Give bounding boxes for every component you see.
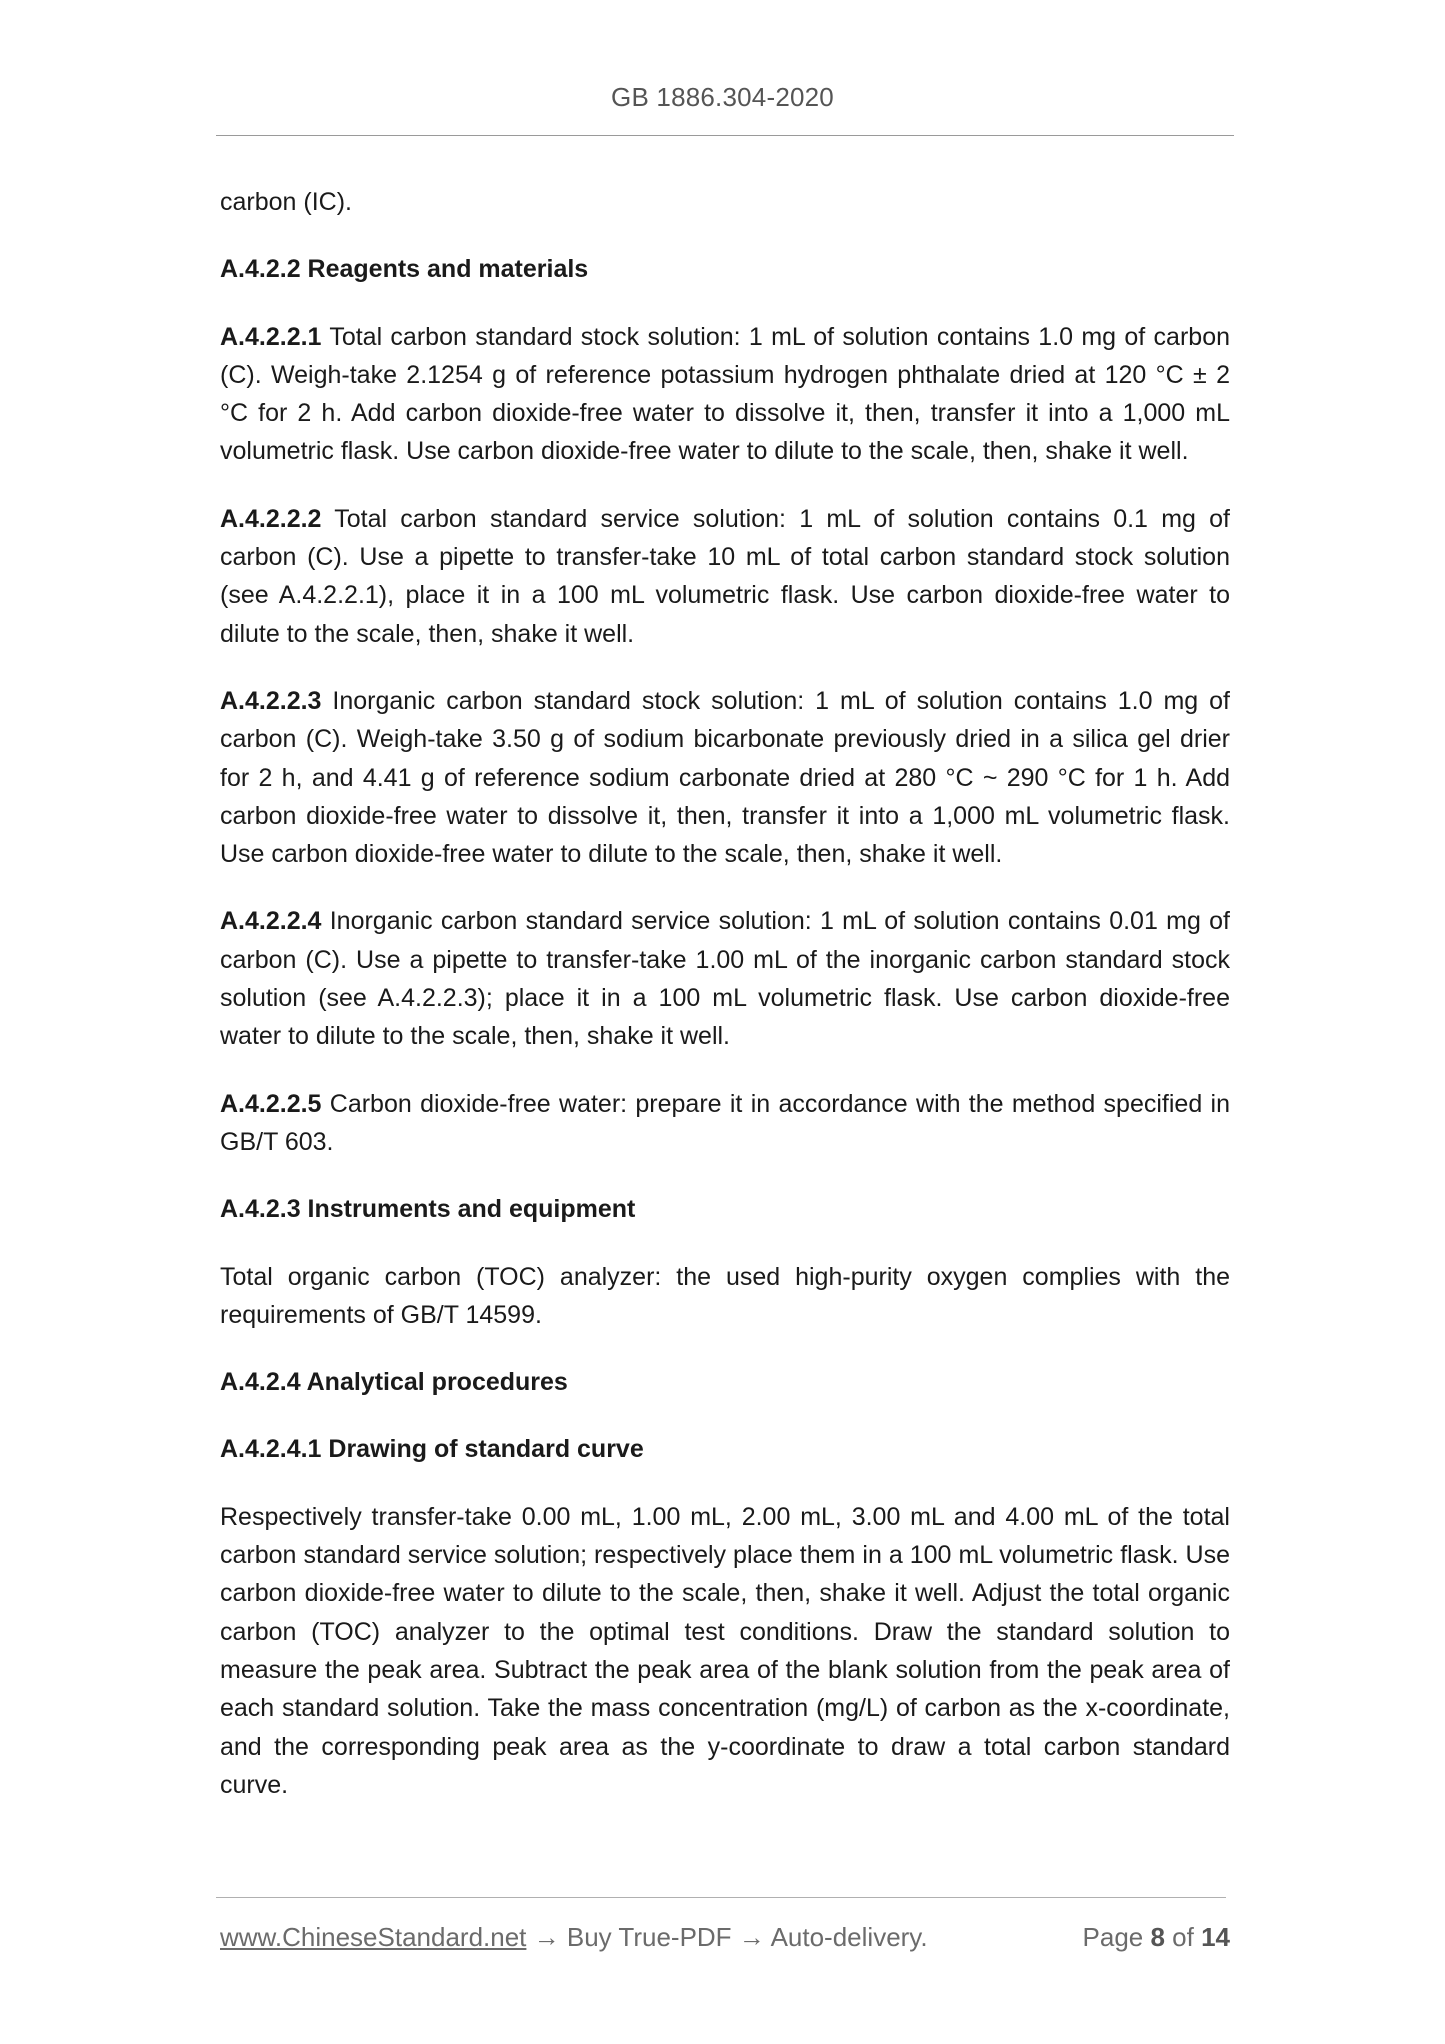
procedure-paragraph: Respectively transfer-take 0.00 mL, 1.00 mL, 2.00 mL, 3.00 mL and 4.00 mL of the total carbon standard service solution; respectively place them in a 100 mL volumetric flask. Use carbon dioxide-free water to dilute to the scale, then, shake it well. Adjust the total organic carbon (TOC) analyzer to the optimal test conditions. Draw the standard solution to measure the peak area. Subtract the peak area of the blank solution from the peak area of each standard solution. Take the mass concentration (mg/L) of carbon as the x-coordinate, and the corresponding peak area as the y-coordinate to draw a total carbon standard curve.	[220, 1502, 1230, 1799]
current-page-number: 8	[1150, 1922, 1165, 1952]
clause-number: A.4.2.2.5	[220, 1089, 322, 1118]
clause-text: Carbon dioxide-free water: prepare it in accordance with the method specified in GB/T 603.	[220, 1089, 1230, 1156]
footer-promo	[220, 1922, 928, 1953]
clause-a42225	[220, 1085, 1230, 1162]
clause-number: A.4.2.2.4	[220, 907, 322, 936]
page-of-label: of	[1164, 1922, 1202, 1952]
section-heading-a42241: A.4.2.4.1 Drawing of standard curve	[220, 1435, 644, 1464]
footer-promo-text: → Buy True-PDF → Auto-delivery.	[526, 1922, 928, 1952]
clause-a42224	[220, 902, 1230, 1055]
clause-a42221	[220, 318, 1230, 471]
page-label: Page	[1082, 1922, 1151, 1952]
page-header-title: GB 1886.304-2020	[611, 82, 834, 112]
clause-number: A.4.2.2.2	[220, 504, 322, 533]
total-page-count: 14	[1201, 1922, 1230, 1952]
footer-divider	[216, 1897, 1226, 1898]
continuation-text: carbon (IC).	[220, 188, 352, 216]
clause-a42222	[220, 500, 1230, 653]
clause-text: Total carbon standard stock solution: 1 mL of solution contains 1.0 mg of carbon (C). Weigh-take 2.1254 g of reference potassium hydrogen phthalate dried at 120 °C ± 2 °C for 2 h. Add carbon dioxide-free water to dissolve it, then, transfer it into a 1,000 mL volumetric flask. Use carbon dioxide-free water to dilute to the scale, then, shake it well.	[220, 322, 1230, 466]
website-link[interactable]: www.ChineseStandard.net	[220, 1922, 527, 1952]
clause-a42223	[220, 682, 1230, 873]
page-indicator	[1083, 1922, 1230, 1953]
clause-text: Inorganic carbon standard service solution: 1 mL of solution contains 0.01 mg of carbon (C). Use a pipette to transfer-take 1.00 mL of the inorganic carbon standard stock solution (see A.4.2.2.3); place it in a 100 mL volumetric flask. Use carbon dioxide-free water to dilute to the scale, then, shake it well.	[220, 907, 1230, 1051]
section-heading-a4222: A.4.2.2 Reagents and materials	[220, 255, 589, 284]
section-heading-a4223: A.4.2.3 Instruments and equipment	[220, 1195, 636, 1224]
instrument-paragraph: Total organic carbon (TOC) analyzer: the used high-purity oxygen complies with the requirements of GB/T 14599.	[220, 1262, 1230, 1329]
header-divider	[216, 135, 1234, 136]
clause-number: A.4.2.2.3	[220, 686, 322, 715]
section-heading-a4224: A.4.2.4 Analytical procedures	[220, 1368, 568, 1397]
clause-text: Total carbon standard service solution: 1 mL of solution contains 0.1 mg of carbon (C). Use a pipette to transfer-take 10 mL of total carbon standard stock solution (see A.4.2.2.1), place it in a 100 mL volumetric flask. Use carbon dioxide-free water to dilute to the scale, then, shake it well.	[220, 504, 1230, 648]
document-body	[220, 183, 1230, 1833]
clause-text: Inorganic carbon standard stock solution: 1 mL of solution contains 1.0 mg of carbon (C). Weigh-take 3.50 g of sodium bicarbonate previously dried in a silica gel drier for 2 h, and 4.41 g of reference sodium carbonate dried at 280 °C ~ 290 °C for 1 h. Add carbon dioxide-free water to dissolve it, then, transfer it into a 1,000 mL volumetric flask. Use carbon dioxide-free water to dilute to the scale, then, shake it well.	[220, 686, 1230, 869]
clause-number: A.4.2.2.1	[220, 322, 322, 351]
